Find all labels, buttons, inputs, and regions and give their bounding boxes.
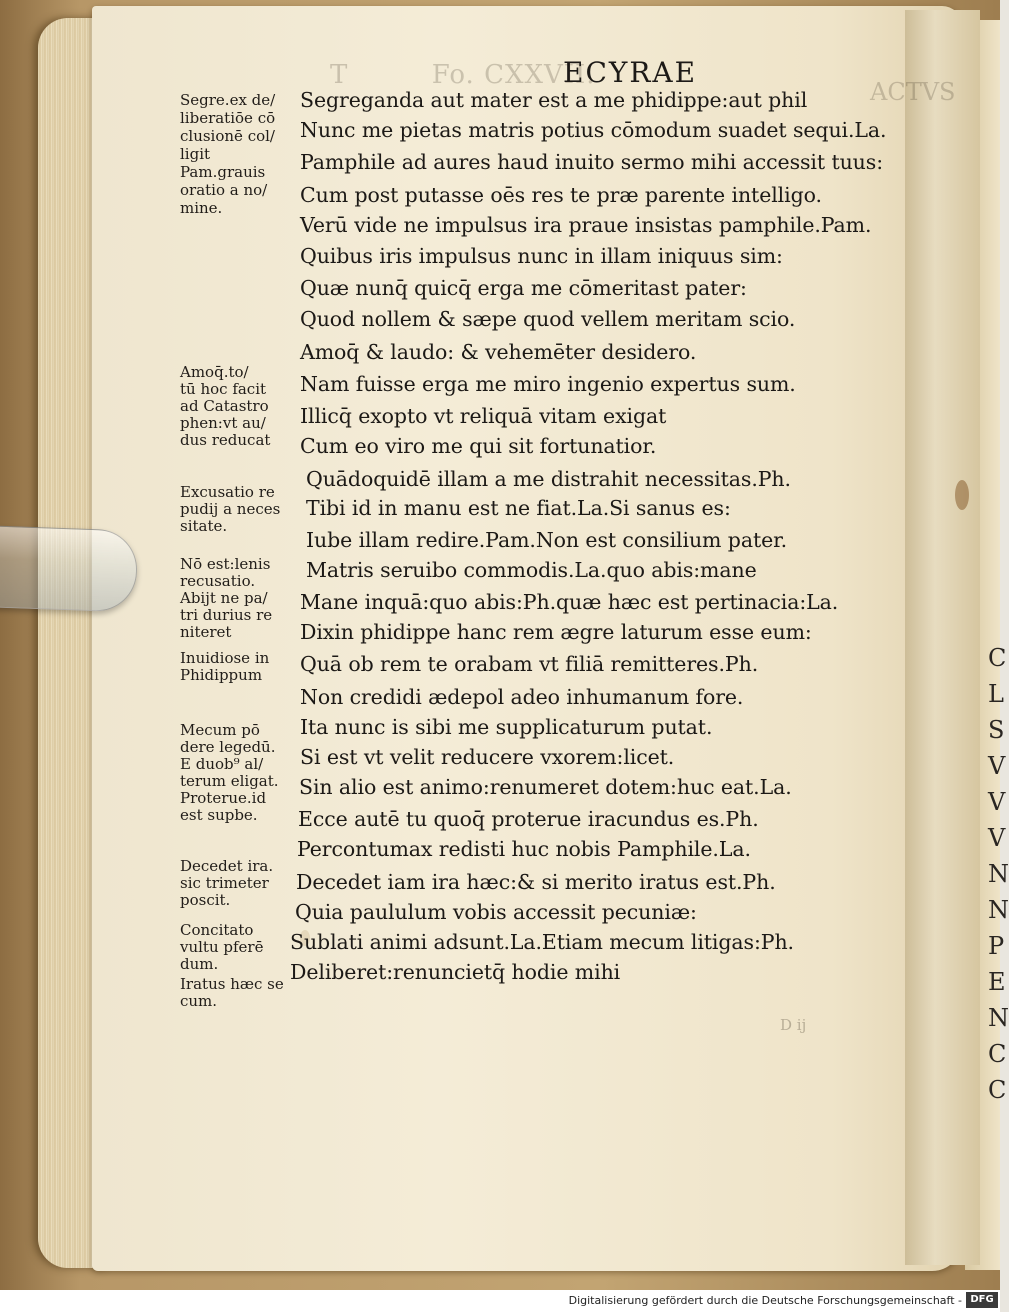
marginal-gloss: liberatiōe cō — [180, 109, 276, 127]
marginal-gloss: recusatio. — [180, 572, 256, 590]
running-head: ECYRAE — [563, 56, 698, 89]
marginal-gloss: sic trimeter — [180, 874, 269, 892]
text-line: Decedet iam ira hæc:& si merito iratus est.Ph. — [296, 870, 776, 894]
marginal-gloss: mine. — [180, 199, 223, 217]
marginal-gloss: Iratus hæc se — [180, 975, 284, 993]
text-line: Ecce autē tu quoq̄ proterue iracundus es.Ph. — [298, 807, 759, 831]
marginal-gloss: Decedet ira. — [180, 857, 274, 875]
marginal-gloss: Abijt ne pa/ — [180, 589, 268, 607]
text-line: Sin alio est animo:renumeret dotem:huc eat.La. — [299, 775, 792, 799]
marginal-gloss: Phidippum — [180, 666, 263, 684]
text-line: Mane inquā:quo abis:Ph.quæ hæc est pertinacia:La. — [300, 590, 839, 614]
marginal-gloss: Proterue.id — [180, 789, 267, 807]
marginal-gloss: Mecum pō — [180, 721, 260, 739]
marginal-gloss: est supbe. — [180, 806, 258, 824]
text-line: Nunc me pietas matris potius cōmodum suadet sequi.La. — [300, 118, 887, 142]
show-through-head: T Fo. CXXVII. — [330, 60, 596, 90]
text-line: Tibi id in manu est ne fiat.La.Si sanus es: — [306, 496, 731, 520]
text-line: Cum eo viro me qui sit fortunatior. — [300, 434, 657, 458]
text-line: Pamphile ad aures haud inuito sermo mihi accessit tuus: — [300, 150, 884, 174]
marginal-gloss: Excusatio re — [180, 483, 275, 501]
marginal-gloss: phen:vt au/ — [180, 414, 266, 432]
text-line: Matris seruibo commodis.La.quo abis:mane — [306, 558, 757, 582]
facing-page-letters: C L S V V V N N P E N C C — [988, 644, 1009, 1104]
text-line: Segreganda aut mater est a me phidippe:aut phil — [300, 88, 808, 112]
marginal-gloss: terum eligat. — [180, 772, 279, 790]
page-gutter — [905, 10, 980, 1265]
text-line: Cum post putasse oēs res te præ parente intelligo. — [300, 183, 822, 207]
marginal-gloss: Segre.ex de/ — [180, 91, 276, 109]
text-line: Iube illam redire.Pam.Non est consilium pater. — [306, 528, 787, 552]
page-clip — [0, 525, 138, 612]
text-line: Si est vt velit reducere vxorem:licet. — [300, 745, 675, 769]
marginal-gloss: tri durius re — [180, 606, 273, 624]
text-line: Quādoquidē illam a me distrahit necessitas.Ph. — [306, 467, 791, 491]
marginal-gloss: Nō est:lenis — [180, 555, 271, 573]
marginal-gloss: pudij a neces — [180, 500, 281, 518]
text-line: Quia paululum vobis accessit pecuniæ: — [295, 900, 697, 924]
binding-stain — [955, 480, 969, 510]
signature-mark: D ij — [780, 1016, 807, 1034]
digitization-footer — [0, 1290, 1000, 1312]
marginal-gloss: ad Catastro — [180, 397, 269, 415]
marginal-gloss: oratio a no/ — [180, 181, 268, 199]
text-line: Amoq̄ & laudo: & vehemēter desidero. — [300, 340, 697, 364]
marginal-gloss: dus reducat — [180, 431, 271, 449]
marginal-gloss: cum. — [180, 992, 218, 1010]
text-line: Ita nunc is sibi me supplicaturum putat. — [300, 715, 713, 739]
text-line: Dixin phidippe hanc rem ægre laturum esse eum: — [300, 620, 812, 644]
text-line: Non credidi ædepol adeo inhumanum fore. — [300, 685, 744, 709]
marginal-gloss: Pam.grauis — [180, 163, 266, 181]
text-line: Quā ob rem te orabam vt filiā remitteres.Ph. — [300, 652, 759, 676]
marginal-gloss: tū hoc facit — [180, 380, 267, 398]
marginal-gloss: sitate. — [180, 517, 228, 535]
marginal-gloss: Concitato — [180, 921, 254, 939]
marginal-gloss: vultu pferē — [180, 938, 264, 956]
text-line: Quæ nunq̄ quicq̄ erga me cōmeritast pater: — [300, 276, 747, 300]
marginal-gloss: clusionē col/ — [180, 127, 275, 145]
marginal-gloss: poscit. — [180, 891, 231, 909]
text-line: Percontumax redisti huc nobis Pamphile.La. — [297, 837, 751, 861]
marginal-gloss: niteret — [180, 623, 232, 641]
footer-credit: Digitalisierung gefördert durch die Deutsche Forschungsgemeinschaft - — [568, 1294, 962, 1307]
text-line: Sublati animi adsunt.La.Etiam mecum litigas:Ph. — [290, 930, 794, 954]
marginal-gloss: dere legedū. — [180, 738, 276, 756]
dfg-logo: DFG — [966, 1292, 998, 1308]
show-through-act: ACTVS — [870, 78, 956, 106]
marginal-gloss: Inuidiose in — [180, 649, 270, 667]
text-line: Nam fuisse erga me miro ingenio expertus sum. — [300, 372, 796, 396]
text-line: Deliberet:renuncietq̄ hodie mihi — [290, 960, 621, 984]
text-line: Quibus iris impulsus nunc in illam iniquus sim: — [300, 244, 783, 268]
text-line: Quod nollem & sæpe quod vellem meritam scio. — [300, 307, 796, 331]
marginal-gloss: Amoq̄.to/ — [180, 363, 249, 381]
marginal-gloss: dum. — [180, 955, 219, 973]
marginal-gloss: ligit — [180, 145, 211, 163]
marginal-gloss: E duob⁹ al/ — [180, 755, 264, 773]
text-line: Verū vide ne impulsus ira praue insistas pamphile.Pam. — [300, 213, 872, 237]
text-line: Illicq̄ exopto vt reliquā vitam exigat — [300, 404, 667, 428]
